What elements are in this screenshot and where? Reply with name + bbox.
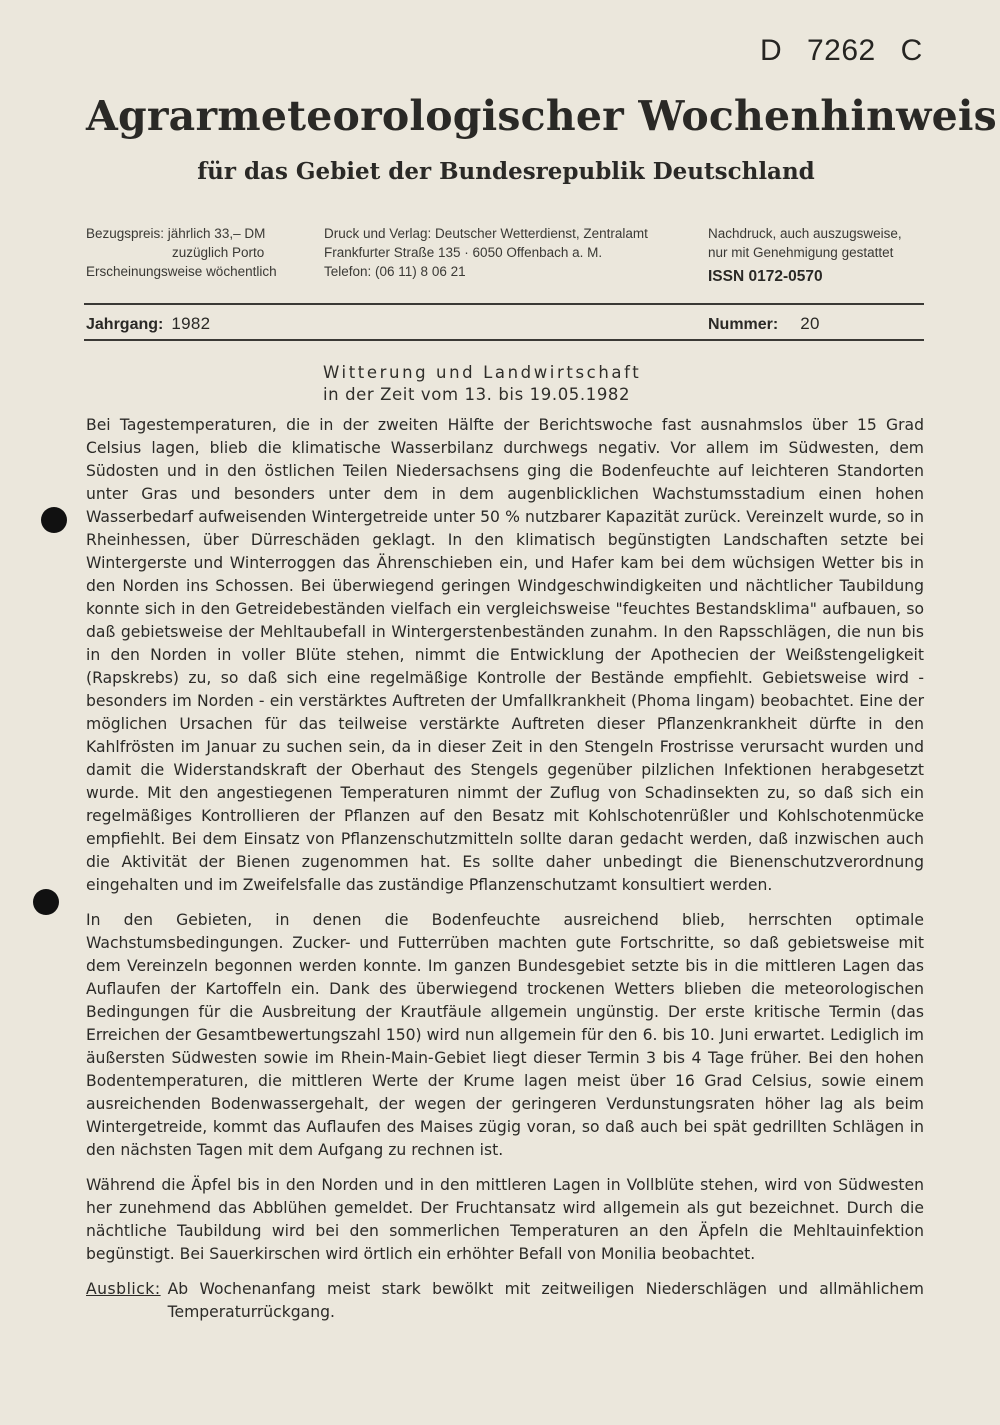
address-line: Frankfurter Straße 135 · 6050 Offenbach a. M.	[324, 245, 603, 260]
report-body	[86, 414, 924, 1324]
permission-line: nur mit Genehmigung gestattet	[708, 245, 894, 260]
year-field	[86, 314, 210, 334]
number-value: 20	[800, 314, 820, 333]
number-field	[708, 314, 820, 334]
report-heading-title: Witterung und Landwirtschaft	[323, 363, 642, 382]
publisher-info	[324, 224, 648, 281]
paragraph-growth: In den Gebieten, in denen die Bodenfeuchte ausreichend blieb, herrschten optimale Wachstumsbedingungen. Zucker- und Futterrüben machten gute Fortschritte, so daß gebietsweise mit dem Vereinzeln begonnen werden konnte. Im ganzen Bundesgebiet setzte bis in die mittleren Lagen das Auflaufen der Kartoffeln ein. Dank des überwiegend trockenen Wetters blieben die meteorologischen Bedingungen für die Ausbreitung der Krautfäule allgemein ungünstig. Der erste kritische Termin (das Erreichen der Gesamtbewertungszahl 150) wird nun allgemein für den 6. bis 10. Juni erwartet. Lediglich im äußersten Südwesten sowie im Rhein-Main-Gebiet liegt dieser Termin 3 bis 4 Tage früher. Bei den hohen Bodentemperaturen, die mittleren Werte der Krume lagen meist über 16 Grad Celsius, sowie einem ausreichenden Bodenwassergehalt, der wegen der geringeren Verdunstungsraten höher lag als beim Wintergetreide, kommt das Auflaufen des Maises zügig voran, so daß auch bei spät gedrillten Schlägen in den nächsten Tagen mit dem Aufgang zu rechnen ist.	[86, 911, 924, 1159]
punch-hole	[41, 507, 67, 533]
year-label: Jahrgang:	[86, 316, 164, 333]
publication-subtitle: für das Gebiet der Bundesrepublik Deutschland	[197, 158, 815, 185]
year-value: 1982	[171, 314, 211, 333]
top-divider	[84, 303, 924, 305]
reprint-info	[708, 224, 902, 286]
bottom-divider	[84, 339, 924, 341]
outlook	[86, 1278, 924, 1324]
report-heading-period: in der Zeit vom 13. bis 19.05.1982	[323, 385, 631, 404]
punch-hole	[33, 889, 59, 915]
outlook-text: Ab Wochenanfang meist stark bewölkt mit zeitweiligen Niederschlägen und allmählichem Temperaturrückgang.	[167, 1280, 924, 1321]
document-code: D 7262 C	[760, 34, 923, 67]
reprint-line: Nachdruck, auch auszugsweise,	[708, 226, 902, 241]
outlook-label: Ausblick:	[86, 1280, 161, 1298]
price-line: Bezugspreis: jährlich 33,– DM	[86, 226, 266, 241]
subscription-info	[86, 224, 277, 281]
issn-number: ISSN 0172-0570	[708, 268, 823, 285]
frequency-line: Erscheinungsweise wöchentlich	[86, 264, 277, 279]
publisher-line: Druck und Verlag: Deutscher Wetterdienst, Zentralamt	[324, 226, 648, 241]
paragraph-crops: Bei Tagestemperaturen, die in der zweiten Hälfte der Berichtswoche fast ausnahmslos über 15 Grad Celsius lagen, blieb die klimatische Wasserbilanz durchwegs negativ. Vor allem im Südwesten, dem Südosten und in den östlichen Teilen Niedersachsens ging die Bodenfeuchte auf leichteren Standorten unter Gras und besonders unter dem in dem augenblicklichen Wachstumsstadium einen hohen Wasserbedarf aufweisenden Wintergetreide unter 50 % nutzbarer Kapazität zurück. Vereinzelt wurde, so in Rheinhessen, über Dürreschäden geklagt. In den klimatisch begünstigten Landschaften setzte bei Wintergerste und Winterroggen das Ährenschieben ein, und Hafer kam bei dem wüchsigen Wetter bis in den Norden ins Schossen. Bei überwiegend geringen Windgeschwindigkeiten und nächtlicher Taubildung konnte sich in den Getreidebeständen vielfach ein vergleichsweise "feuchtes Bestandsklima" aufbauen, so daß gebietsweise der Mehltaubefall in Wintergerstenbeständen zunahm. In den Rapsschlägen, die nun bis in den Norden in voller Blüte stehen, nimmt die Entwicklung der Apothecien der Weißstengeligkeit (Rapskrebs) zu, so daß sich eine regelmäßige Kontrolle der Bestände empfiehlt. Gebietsweise wird - besonders im Norden - ein verstärktes Auftreten der Umfallkrankheit (Phoma lingam) beobachtet. Eine der möglichen Ursachen für das teilweise verstärkte Auftreten dieser Pflanzenkrankheit dürfte in den Kahlfrösten im Januar zu suchen sein, da in dieser Zeit in den Stengeln Frostrisse verursacht wurden und damit die Widerstandskraft der Oberhaut des Stengels gegenüber pilzlichen Infektionen herabgesetzt wurde. Mit den angestiegenen Temperaturen nimmt der Zuflug von Schadinsekten zu, so daß sich ein regelmäßiges Kontrollieren der Pflanzen auf den Besatz mit Kohlschotenrüßler und Kohlschotenmücke empfiehlt. Bei dem Einsatz von Pflanzenschutzmitteln sollte daran gedacht werden, daß inzwischen auch die Aktivität der Bienen zugenommen hat. Es sollte daher unbedingt die Bienenschutzverordnung eingehalten und im Zweifelsfalle das zuständige Pflanzenschutzamt konsultiert werden.	[86, 416, 924, 894]
phone-line: Telefon: (06 11) 8 06 21	[324, 264, 466, 279]
report-heading	[323, 362, 683, 406]
publication-title: Agrarmeteorologischer Wochenhinweis	[86, 92, 997, 140]
postage-line: zuzüglich Porto	[172, 245, 265, 260]
number-label: Nummer:	[708, 316, 779, 333]
paragraph-fruit: Während die Äpfel bis in den Norden und in den mittleren Lagen in Vollblüte stehen, wird von Südwesten her zunehmend das Abblühen gemeldet. Der Fruchtansatz wird allgemein als gut bezeichnet. Durch die nächtliche Taubildung wird bei den sommerlichen Temperaturen an den Äpfeln die Mehltauinfektion begünstigt. Bei Sauerkirschen wird örtlich ein erhöhter Befall von Monilia beobachtet.	[86, 1176, 924, 1263]
